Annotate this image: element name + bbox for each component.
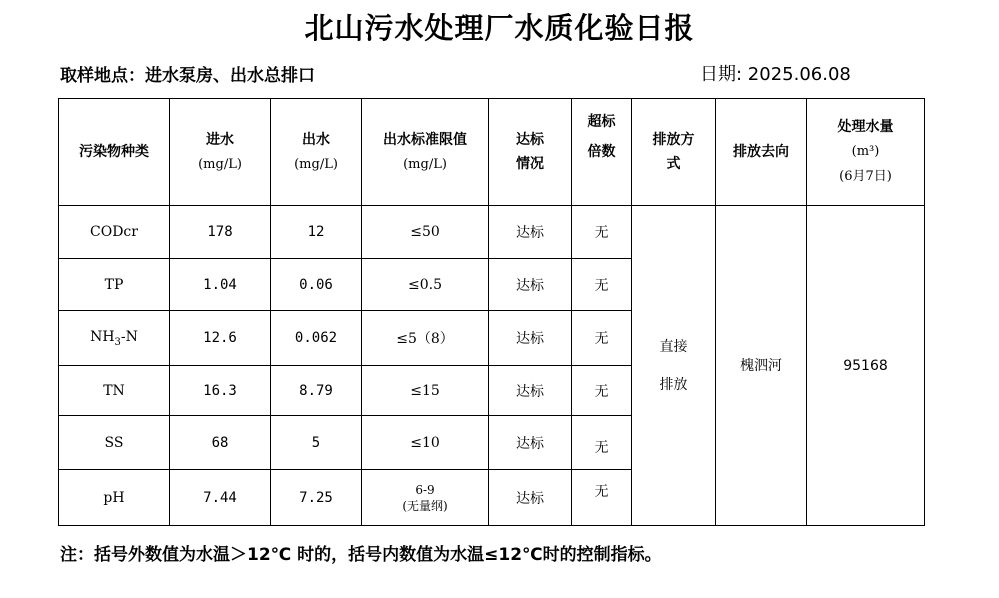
outflow-value: 5 bbox=[271, 416, 362, 470]
limit-value: ≤15 bbox=[362, 366, 489, 416]
pollutant-name: $NH_3-N$ bbox=[59, 311, 170, 366]
inflow-value: 16.3 bbox=[170, 366, 271, 416]
status-value: 达标 bbox=[489, 259, 572, 311]
discharge-destination: 槐泗河 bbox=[716, 206, 807, 526]
report-title: 北山污水处理厂水质化验日报 bbox=[304, 11, 695, 45]
outflow-value: 0.062 bbox=[271, 311, 362, 366]
date-label: 日期: bbox=[700, 64, 748, 85]
limit-value: ≤0.5 bbox=[362, 259, 489, 311]
exceed-value: 无 bbox=[572, 416, 632, 470]
inflow-value: 68 bbox=[170, 416, 271, 470]
pollutant-name: TN bbox=[59, 366, 170, 416]
inflow-value: 12.6 bbox=[170, 311, 271, 366]
pollutant-name: SS bbox=[59, 416, 170, 470]
outflow-value: 12 bbox=[271, 206, 362, 259]
header-pollutant: 污染物种类 bbox=[59, 99, 170, 206]
exceed-value: 无 bbox=[572, 259, 632, 311]
header-destination: 排放去向 bbox=[716, 99, 807, 206]
limit-value: 6-9 (无量纲) bbox=[362, 470, 489, 526]
header-limit: 出水标准限值 (mg/L) bbox=[362, 99, 489, 206]
inflow-value: 178 bbox=[170, 206, 271, 259]
inflow-value: 7.44 bbox=[170, 470, 271, 526]
status-value: 达标 bbox=[489, 366, 572, 416]
table-row bbox=[59, 206, 925, 259]
status-value: 达标 bbox=[489, 470, 572, 526]
header-outflow: 出水 (mg/L) bbox=[271, 99, 362, 206]
exceed-value: 无 bbox=[572, 206, 632, 259]
status-value: 达标 bbox=[489, 416, 572, 470]
sampling-location: 取样地点：进水泵房、出水总排口 bbox=[60, 66, 315, 86]
discharge-method: 直接 排放 bbox=[632, 206, 716, 526]
limit-value: ≤5（8） bbox=[362, 311, 489, 366]
header-discharge-method: 排放方 式 bbox=[632, 99, 716, 206]
header-status: 达标 情况 bbox=[489, 99, 572, 206]
outflow-value: 7.25 bbox=[271, 470, 362, 526]
exceed-value: 无 bbox=[572, 366, 632, 416]
treated-volume: 95168 bbox=[807, 206, 925, 526]
header-inflow: 进水 (mg/L) bbox=[170, 99, 271, 206]
header-volume: 处理水量 (m³) (6月7日) bbox=[807, 99, 925, 206]
pollutant-name: pH bbox=[59, 470, 170, 526]
status-value: 达标 bbox=[489, 311, 572, 366]
table-header-row bbox=[59, 99, 925, 206]
outflow-value: 8.79 bbox=[271, 366, 362, 416]
pollutant-name: CODcr bbox=[59, 206, 170, 259]
water-quality-table bbox=[58, 98, 925, 526]
exceed-value: 无 bbox=[572, 311, 632, 366]
header-exceed: 超标 倍数 bbox=[572, 99, 632, 206]
limit-value: ≤50 bbox=[362, 206, 489, 259]
status-value: 达标 bbox=[489, 206, 572, 259]
footnote: 注：括号外数值为水温＞12℃ 时的，括号内数值为水温≤12℃时的控制指标。 bbox=[60, 545, 662, 565]
outflow-value: 0.06 bbox=[271, 259, 362, 311]
inflow-value: 1.04 bbox=[170, 259, 271, 311]
report-date bbox=[700, 60, 851, 86]
date-value: 2025.06.08 bbox=[747, 64, 851, 85]
exceed-value: 无 bbox=[572, 470, 632, 526]
pollutant-name: TP bbox=[59, 259, 170, 311]
limit-value: ≤10 bbox=[362, 416, 489, 470]
